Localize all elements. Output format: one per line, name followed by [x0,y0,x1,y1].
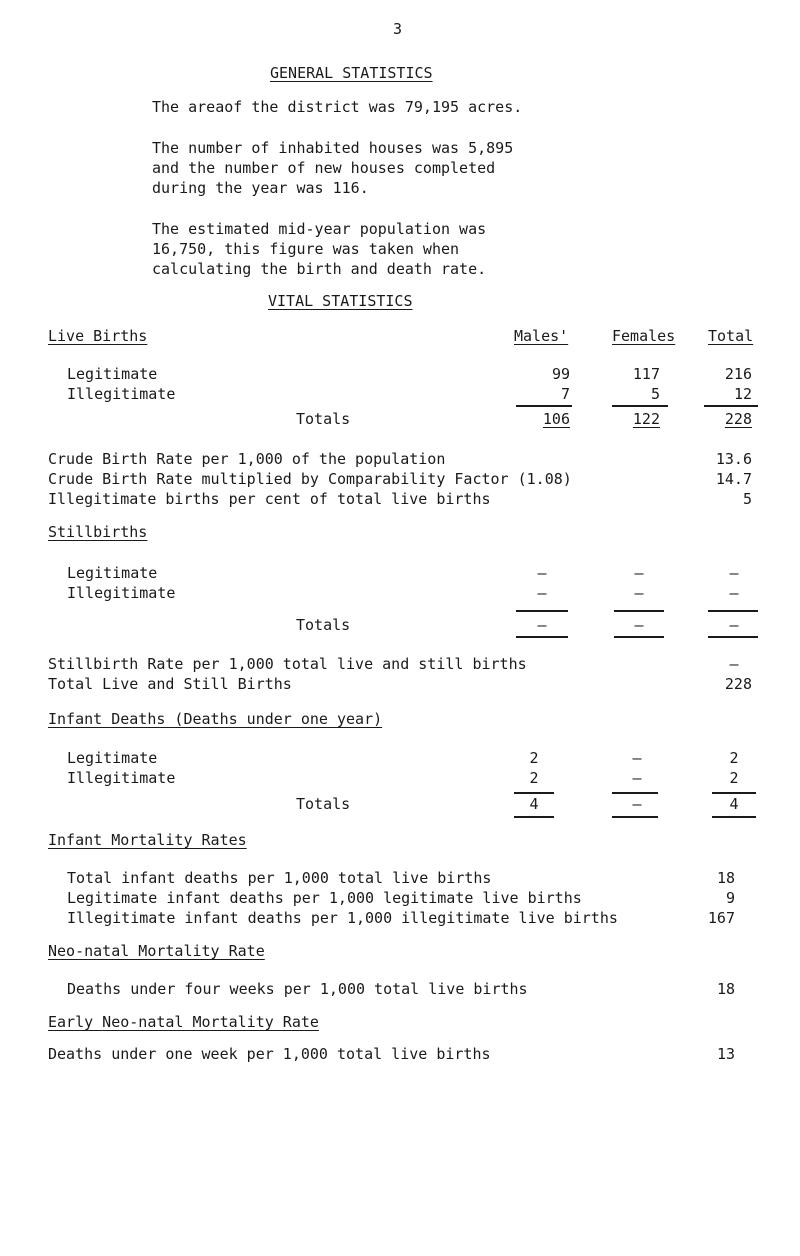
stillbirths-legitimate-males: — [537,564,547,582]
live-births-totals-males: 106 [542,410,570,428]
live-births-illegitimate-label: Illegitimate [67,385,176,403]
infant-deaths-totals-males: 4 [529,795,539,813]
live-births-total-rule [704,405,758,407]
adjusted-birth-rate-value: 14.7 [715,470,752,488]
infant-deaths-females-rule [612,792,658,794]
live-births-totals-females: 122 [632,410,660,428]
stillbirths-totals-males: — [537,616,547,634]
column-header-males: Males' [514,327,569,345]
early-neonatal-deaths-value: 13 [716,1045,735,1063]
live-births-legitimate-males: 99 [551,365,570,383]
population-line-2: 16,750, this figure was taken when [152,240,460,258]
infant-deaths-legitimate-males: 2 [529,749,539,767]
population-line-1: The estimated mid-year population was [152,220,487,238]
illegitimate-percent-label: Illegitimate births per cent of total live births [48,490,491,508]
total-live-still-births-label: Total Live and Still Births [48,675,292,693]
total-infant-deaths-label: Total infant deaths per 1,000 total live births [67,869,492,887]
population-line-3: calculating the birth and death rate. [152,260,487,278]
crude-birth-rate-label: Crude Birth Rate per 1,000 of the population [48,450,446,468]
stillbirths-illegitimate-females: — [634,584,644,602]
stillbirths-females-rule [614,610,664,612]
stillbirths-females-underline [614,636,664,638]
stillbirths-illegitimate-label: Illegitimate [67,584,176,602]
neonatal-deaths-label: Deaths under four weeks per 1,000 total live births [67,980,528,998]
live-births-illegitimate-total: 12 [733,385,752,403]
live-births-legitimate-total: 216 [724,365,752,383]
live-births-legitimate-females: 117 [632,365,660,383]
column-header-females: Females [612,327,676,345]
infant-deaths-females-underline [612,816,658,818]
stillbirths-illegitimate-total: — [729,584,739,602]
live-births-males-rule [516,405,572,407]
stillbirths-legitimate-total: — [729,564,739,582]
early-neonatal-deaths-label: Deaths under one week per 1,000 total live births [48,1045,491,1063]
live-births-females-rule [612,405,668,407]
infant-deaths-total-underline [712,816,756,818]
stillbirth-rate-value: — [729,655,739,673]
stillbirths-total-rule [708,610,758,612]
illegitimate-percent-value: 5 [742,490,752,508]
infant-deaths-illegitimate-label: Illegitimate [67,769,176,787]
houses-line-1: The number of inhabited houses was 5,895 [152,139,514,157]
infant-mortality-title: Infant Mortality Rates [48,831,247,849]
stillbirths-illegitimate-males: — [537,584,547,602]
legitimate-infant-deaths-label: Legitimate infant deaths per 1,000 legitimate live births [67,889,582,907]
stillbirths-totals-females: — [634,616,644,634]
stillbirths-total-underline [708,636,758,638]
adjusted-birth-rate-label: Crude Birth Rate multiplied by Comparability Factor (1.08) [48,470,572,488]
infant-deaths-legitimate-total: 2 [729,749,739,767]
live-births-title: Live Births [48,327,148,345]
live-births-illegitimate-females: 5 [650,385,660,403]
stillbirths-legitimate-females: — [634,564,644,582]
stillbirths-legitimate-label: Legitimate [67,564,158,582]
infant-deaths-legitimate-label: Legitimate [67,749,158,767]
stillbirth-rate-label: Stillbirth Rate per 1,000 total live and still births [48,655,527,673]
general-statistics-heading: GENERAL STATISTICS [270,64,433,82]
live-births-totals-label: Totals [296,410,351,428]
area-text: The areaof the district was 79,195 acres. [152,98,523,116]
infant-deaths-total-rule [712,792,756,794]
infant-deaths-totals-label: Totals [296,795,351,813]
total-live-still-births-value: 228 [724,675,752,693]
infant-deaths-males-rule [514,792,554,794]
page-number: 3 [393,20,403,38]
stillbirths-totals-label: Totals [296,616,351,634]
stillbirths-males-rule [516,610,568,612]
live-births-legitimate-label: Legitimate [67,365,158,383]
early-neonatal-mortality-title: Early Neo-natal Mortality Rate [48,1013,319,1031]
houses-line-3: during the year was 116. [152,179,369,197]
stillbirths-males-underline [516,636,568,638]
vital-statistics-heading: VITAL STATISTICS [268,292,413,310]
stillbirths-totals-total: — [729,616,739,634]
neonatal-deaths-value: 18 [716,980,735,998]
infant-deaths-totals-females: — [632,795,642,813]
total-infant-deaths-value: 18 [716,869,735,887]
neonatal-mortality-title: Neo-natal Mortality Rate [48,942,265,960]
crude-birth-rate-value: 13.6 [715,450,752,468]
infant-deaths-illegitimate-total: 2 [729,769,739,787]
infant-deaths-illegitimate-males: 2 [529,769,539,787]
infant-deaths-males-underline [514,816,554,818]
houses-line-2: and the number of new houses completed [152,159,496,177]
live-births-illegitimate-males: 7 [560,385,570,403]
live-births-totals-total: 228 [724,410,752,428]
legitimate-infant-deaths-value: 9 [725,889,735,907]
infant-deaths-totals-total: 4 [729,795,739,813]
column-header-total: Total [708,327,754,345]
illegitimate-infant-deaths-label: Illegitimate infant deaths per 1,000 illegitimate live births [67,909,618,927]
stillbirths-title: Stillbirths [48,523,148,541]
infant-deaths-illegitimate-females: — [632,769,642,787]
infant-deaths-legitimate-females: — [632,749,642,767]
infant-deaths-title: Infant Deaths (Deaths under one year) [48,710,383,728]
illegitimate-infant-deaths-value: 167 [707,909,735,927]
